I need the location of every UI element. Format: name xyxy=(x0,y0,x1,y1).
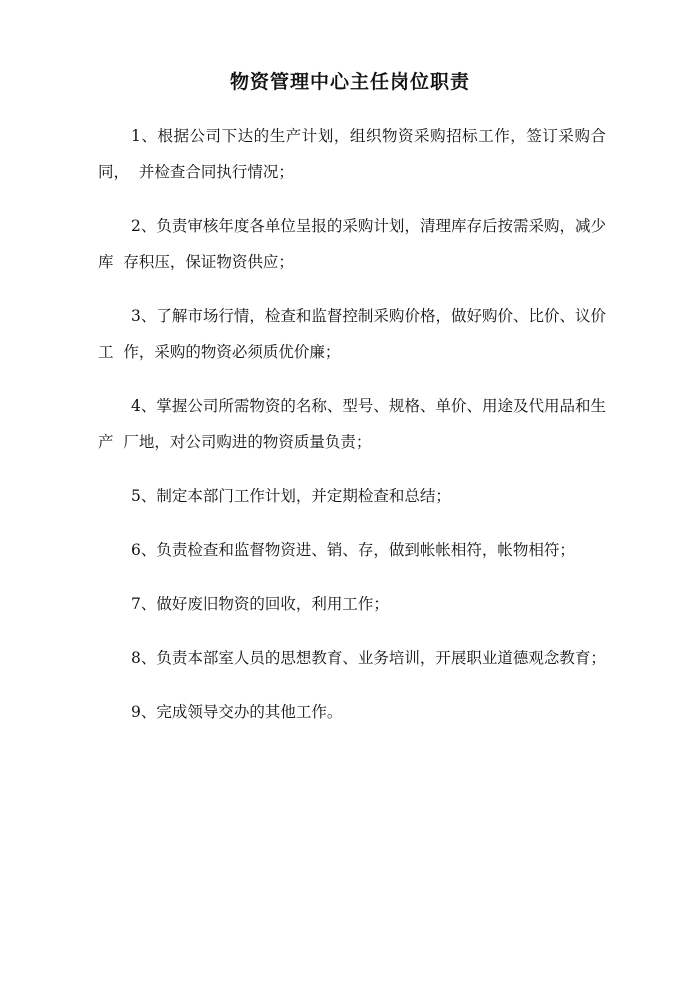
list-item-5: 5、制定本部门工作计划，并定期检查和总结； xyxy=(131,487,451,505)
list-item-6: 6、负责检查和监督物资进、销、存，做到帐帐相符，帐物相符； xyxy=(131,541,575,559)
list-item-1: 1、根据公司下达的生产计划，组织物资采购招标工作，签订采购合同， 并检查合同执行情况； xyxy=(98,127,606,181)
document-body xyxy=(98,118,606,748)
list-item-8: 8、负责本部室人员的思想教育、业务培训，开展职业道德观念教育； xyxy=(131,649,606,667)
page-title: 物资管理中心主任岗位职责 xyxy=(229,71,470,93)
list-item-2: 2、负责审核年度各单位呈报的采购计划，清理库存后按需采购，减少库 存积压，保证物资供应； xyxy=(98,217,606,271)
list-item-7: 7、做好废旧物资的回收，利用工作； xyxy=(131,595,389,613)
list-item-4: 4、掌握公司所需物资的名称、型号、规格、单价、用途及代用品和生产 厂地，对公司购进的物资质量负责； xyxy=(98,397,606,451)
list-item-9: 9、完成领导交办的其他工作。 xyxy=(131,703,343,721)
list-item-3: 3、了解市场行情，检查和监督控制采购价格，做好购价、比价、议价工 作，采购的物资必须质优价廉； xyxy=(98,307,606,361)
